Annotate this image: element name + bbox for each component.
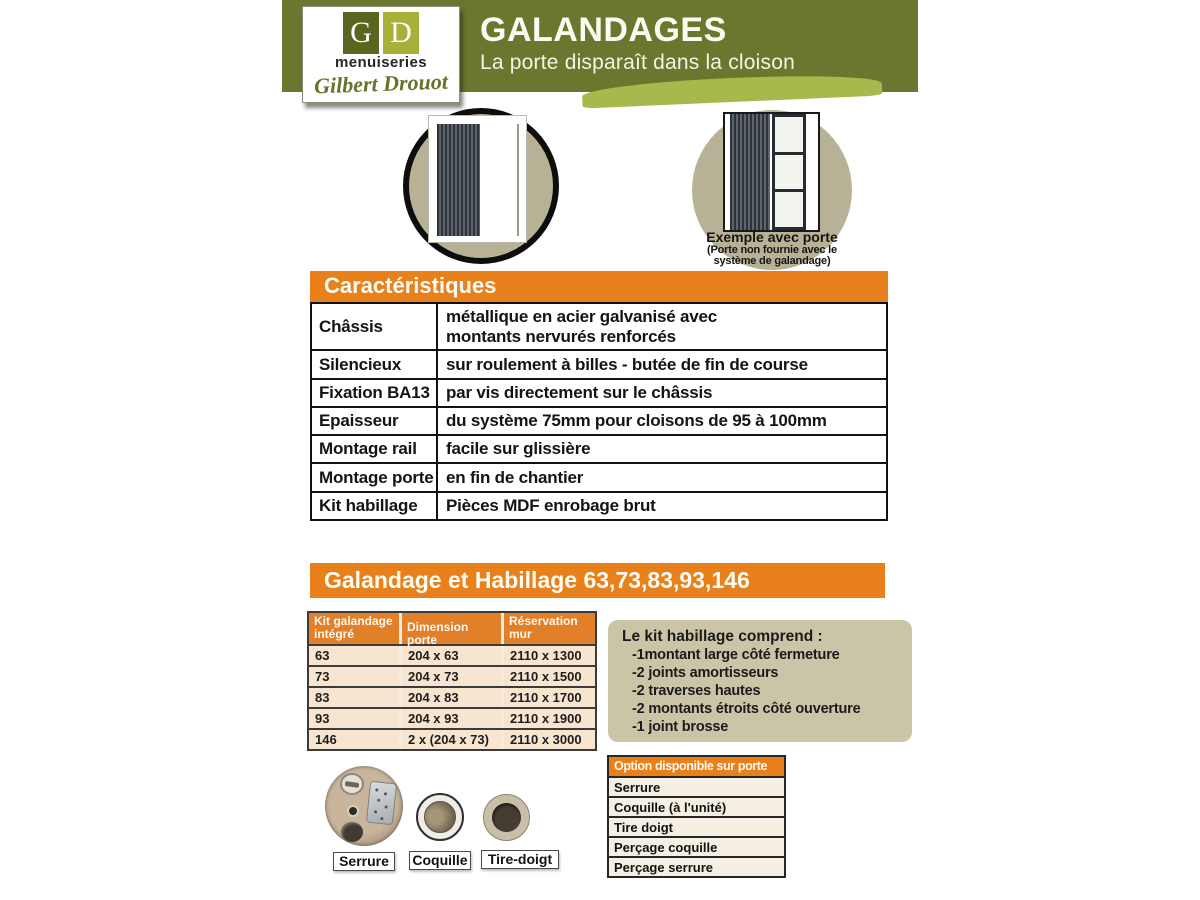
kit-box-item: -2 traverses hautes (632, 683, 761, 699)
column-header: Dimension porte (402, 613, 504, 644)
cell-dimension: 204 x 93 (402, 709, 504, 728)
keyhole-icon (347, 805, 359, 817)
row-label: Montage porte (312, 464, 438, 491)
column-header: Kit galandage intégré (309, 613, 402, 644)
column-header: Réservation mur (509, 614, 578, 641)
flush-pull-photo-label: Coquille (409, 851, 471, 870)
cell-kit: 93 (309, 709, 402, 728)
cell-dimension: 204 x 83 (402, 688, 504, 707)
thumbturn-icon (340, 773, 364, 795)
row-label: Kit habillage (312, 493, 438, 519)
option-row: Perçage serrure (609, 856, 784, 876)
row-label: Châssis (312, 304, 438, 349)
header-swoosh-decoration (582, 71, 883, 108)
finger-pull-recess (492, 803, 521, 832)
kit-box-title: Le kit habillage comprend : (622, 628, 823, 645)
cell-reservation: 2110 x 1300 (510, 648, 582, 663)
row-value: Pièces MDF enrobage brut (446, 496, 656, 515)
galandage-section-header: Galandage et Habillage 63,73,83,93,146 (310, 563, 885, 598)
options-table-header: Option disponible sur porte (609, 757, 784, 776)
table-row (312, 408, 886, 436)
row-label: Epaisseur (312, 408, 438, 434)
cell-dimension: 204 x 73 (402, 667, 504, 686)
table-row (309, 728, 595, 749)
door-example-caption (662, 230, 882, 267)
table-row (309, 665, 595, 686)
cell-kit: 83 (309, 688, 402, 707)
cell-kit: 146 (309, 730, 402, 749)
cell-reservation: 2110 x 3000 (510, 732, 582, 747)
table-row (312, 304, 886, 351)
options-table (607, 755, 786, 878)
caption-line-2: (Porte non fournie avec le (707, 244, 837, 256)
flush-pull-photo (416, 793, 464, 841)
table-row (312, 493, 886, 519)
logo-word: menuiseries (335, 54, 427, 71)
cell-dimension: 204 x 63 (402, 646, 504, 665)
galandage-size-table (307, 611, 597, 751)
row-value: facile sur glissière (446, 439, 591, 458)
flush-pull-recess (424, 801, 456, 833)
company-logo (302, 6, 460, 103)
cell-reservation: 2110 x 1900 (510, 711, 582, 726)
cell-kit: 73 (309, 667, 402, 686)
header-title-block (480, 11, 910, 75)
pocket-frame-diagram (428, 115, 527, 243)
cell-reservation: 2110 x 1700 (510, 690, 582, 705)
logo-letter-g: G (343, 12, 379, 54)
logo-signature: Gilbert Drouot (313, 68, 449, 99)
door-example-glass-door (772, 114, 806, 230)
caption-line-3: système de galandage) (713, 255, 831, 267)
size-table-header-row (309, 613, 595, 647)
table-row (312, 436, 886, 464)
lock-photo-label: Serrure (333, 852, 395, 871)
door-example-diagram (723, 112, 820, 232)
cell-kit: 63 (309, 646, 402, 665)
lock-photo (325, 766, 403, 846)
table-row (309, 707, 595, 728)
row-value-line2: montants nervurés renforcés (446, 326, 676, 346)
characteristics-section-header: Caractéristiques (310, 271, 888, 302)
glass-pane (775, 192, 803, 227)
row-value (438, 304, 886, 349)
option-row: Coquille (à l'unité) (609, 796, 784, 816)
row-value: sur roulement à billes - butée de fin de course (446, 354, 808, 374)
option-row: Perçage coquille (609, 836, 784, 856)
kit-box-item: -1montant large côté fermeture (632, 647, 840, 663)
kit-box-item: -2 montants étroits côté ouverture (632, 701, 861, 717)
door-example-panel (730, 114, 770, 230)
strike-plate-icon (366, 781, 397, 826)
cell-reservation: 2110 x 1500 (510, 669, 582, 684)
kit-box-item: -2 joints amortisseurs (632, 665, 779, 681)
row-label: Silencieux (312, 351, 438, 378)
table-row (309, 686, 595, 707)
caption-line-1: Exemple avec porte (706, 229, 838, 245)
option-row: Tire doigt (609, 816, 784, 836)
pocket-frame-jamb (517, 124, 519, 236)
row-value: du système 75mm pour cloisons de 95 à 100mm (446, 411, 827, 430)
finger-pull-photo (483, 794, 530, 841)
table-row (309, 644, 595, 665)
knob-icon (341, 822, 363, 842)
pocket-frame-image (403, 108, 559, 264)
pocket-frame-panel (437, 124, 480, 236)
row-label: Montage rail (312, 436, 438, 462)
kit-box-item: -1 joint brosse (632, 719, 729, 735)
cell-dimension: 2 x (204 x 73) (402, 730, 504, 749)
logo-letter-d: D (383, 12, 419, 54)
row-label: Fixation BA13 (312, 380, 438, 406)
logo-monogram (303, 12, 459, 54)
kit-habillage-box (608, 620, 912, 742)
row-value: en fin de chantier (446, 467, 584, 487)
option-row: Serrure (609, 776, 784, 796)
row-value: par vis directement sur le châssis (446, 383, 713, 402)
finger-pull-photo-label: Tire-doigt (481, 850, 559, 869)
page-subtitle: La porte disparaît dans la cloison (480, 51, 795, 74)
page-title: GALANDAGES (480, 11, 727, 49)
glass-pane (775, 155, 803, 190)
table-row (312, 464, 886, 493)
glass-pane (775, 117, 803, 152)
characteristics-table (310, 302, 888, 521)
table-row (312, 351, 886, 380)
row-value-line1: métallique en acier galvanisé avec (446, 306, 718, 326)
table-row (312, 380, 886, 408)
